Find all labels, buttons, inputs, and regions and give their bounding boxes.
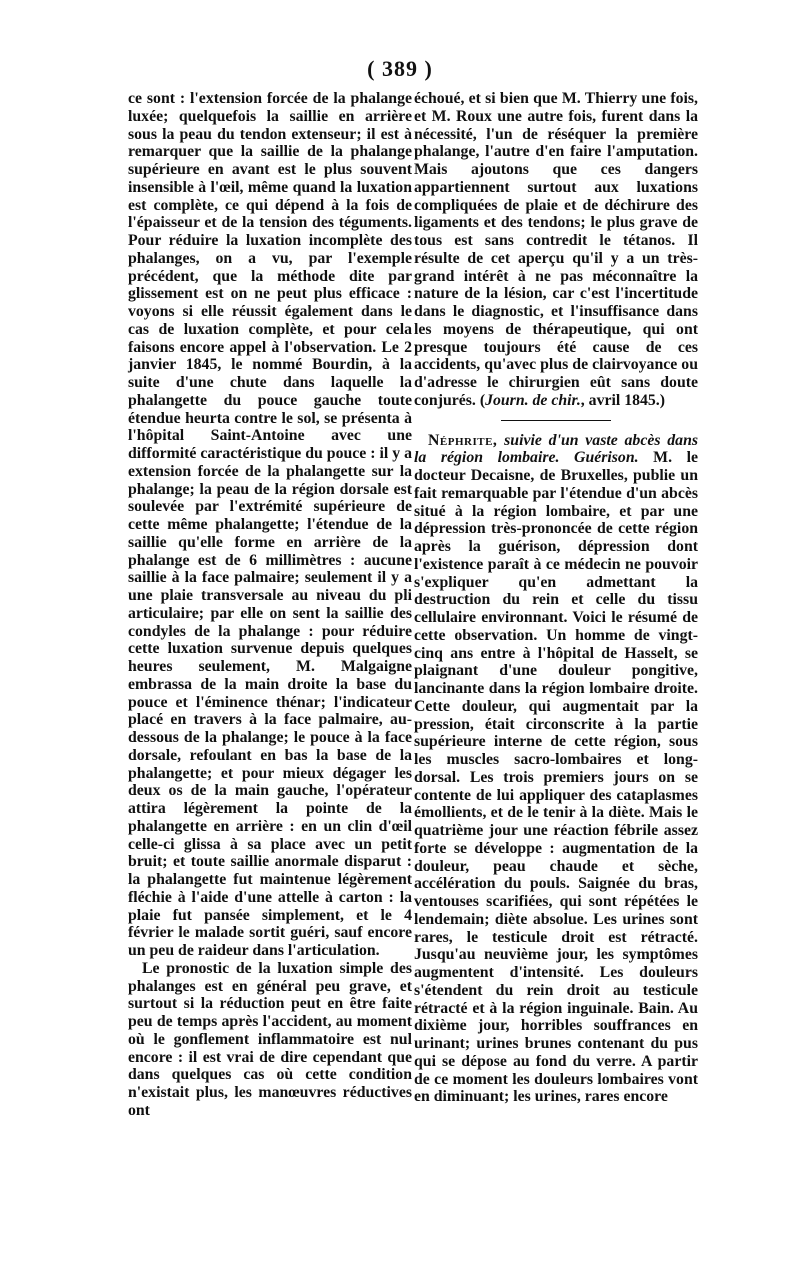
right-paragraph-2: [414, 432, 698, 1107]
section-divider: [501, 420, 611, 421]
right-column: [414, 90, 698, 1106]
source-date: , avril 1845.): [580, 391, 666, 409]
source-open: (: [479, 391, 486, 409]
right-paragraph-2-text: M. le docteur Decaisne, de Bruxelles, publie un fait remarquable par l'étendue d'un abcès situé à la région lombaire, et par une dépression très-prononcée de cette région après la guérison, dépression dont l'existence paraît à ce médecin ne pouvoir s'expliquer qu'en admettant la destruction du rein et celle du tissu cellulaire environnant. Voici le résumé de cette observation. Un homme de vingt-cinq ans entre à l'hôpital de Hasselt, se plaignant d'une douleur pongitive, lancinante dans la région lombaire droite. Cette douleur, qui augmentait par la pression, était circonscrite à la partie supérieure interne de cette région, sous les muscles sacro-lombaires et long-dorsal. Les trois premiers jours on se contente de lui appliquer des cataplasmes émollients, et de le tenir à la diète. Mais le quatrième jour une réaction fébrile assez forte se développe : augmentation de la douleur, peau chaude et sèche, accélération du pouls. Saignée du bras, ventouses scarifiées, qui sont répétées le lendemain; diète absolue. Les urines sont rares, le testicule droit est rétracté. Jusqu'au neuvième jour, les symptômes augmentent d'intensité. Les douleurs s'étendent du rein droit au testicule rétracté et à la région inguinale. Bain. Au dixième jour, horribles souffrances en urinant; urines brunes contenant du pus qui se dépose au fond du verre. A partir de ce moment les douleurs lombaires vont en diminuant; les urines, rares encore: [414, 449, 698, 1106]
page-number: ( 389 ): [367, 56, 433, 81]
left-paragraph-1: ce sont : l'extension forcée de la phalange luxée; quelquefois la saillie en arrière sous la peau du tendon extenseur; il est à remarquer que la saillie de la phalange supérieure en avant est le plus souvent insensible à l'œil, même quand la luxation est complète, ce qui dépend à la fois de l'épaisseur et de la tension des téguments. Pour réduire la luxation incomplète des phalanges, on a vu, par l'exemple précédent, que la méthode dite par glissement est on ne peut plus efficace : voyons si elle réussit également dans le cas de luxation complète, et pour cela faisons encore appel à l'observation. Le 2 janvier 1845, le nommé Bourdin, à la suite d'une chute dans laquelle la phalangette du pouce gauche toute étendue heurta contre le sol, se présenta à l'hôpital Saint-Antoine avec une difformité caractéristique du pouce : il y a extension forcée de la phalangette sur la phalange; la peau de la région dorsale est soulevée par l'extrémité supérieure de cette même phalangette; l'étendue de la saillie qu'elle forme en arrière de la phalange est de 6 millimètres : aucune saillie à la face palmaire; seulement il y a une plaie transversale au niveau du pli articulaire; par elle on sent la saillie des condyles de la phalange : pour réduire cette luxation survenue depuis quelques heures seulement, M. Malgaigne embrassa de la main droite la base du pouce et l'éminence thénar; l'indicateur placé en travers à la face palmaire, au-dessous de la phalange; le pouce à la face dorsale, refoulant en bas la base de la phalangette; et pour mieux dégager les deux os de la main gauche, l'opérateur attira légèrement la pointe de la phalangette en arrière : en un clin d'œil celle-ci glissa à sa place avec un petit bruit; et toute saillie anormale disparut : la phalangette fut maintenue légèrement fléchie à l'aide d'une attelle à carton : la plaie fut pansée simplement, et le 4 février le malade sortit guéri, sauf encore un peu de raideur dans l'articulation.: [128, 90, 412, 959]
article-subtitle: suivie d'un vaste abcès dans la région lombaire. Guérison.: [414, 431, 698, 467]
article-heading: Néphrite,: [428, 431, 498, 449]
left-paragraph-2: Le pronostic de la luxation simple des phalanges est en général peu grave, et surtout si la réduction peut en être faite peu de temps après l'accident, au moment où le gonflement inflammatoire est nul encore : il est vrai de dire cependant que dans quelques cas où cette condition n'existait plus, les manœuvres réductives ont: [128, 959, 412, 1119]
right-paragraph-1-text: échoué, et si bien que M. Thierry une fois, et M. Roux une autre fois, furent dans la nécessité, l'un de réséquer la première phalange, l'autre d'en faire l'amputation. Mais ajoutons que ces dangers appartiennent surtout aux luxations compliquées de plaie et de déchirure des ligaments et des tendons; le plus grave de tous est sans contredit le tétanos. Il résulte de cet aperçu qu'il y a un très-grand intérêt à ne pas méconnaître la nature de la lésion, car c'est l'incertitude dans le diagnostic, et l'insuffisance dans les moyens de thérapeutique, qui ont presque toujours été cause de ces accidents, qu'avec plus de clairvoyance ou d'adresse le chirurgien eût sans doute conjurés.: [414, 90, 698, 409]
right-paragraph-1: [414, 90, 698, 410]
source-journal: Journ. de chir.: [485, 391, 581, 409]
left-column: [128, 90, 412, 1120]
